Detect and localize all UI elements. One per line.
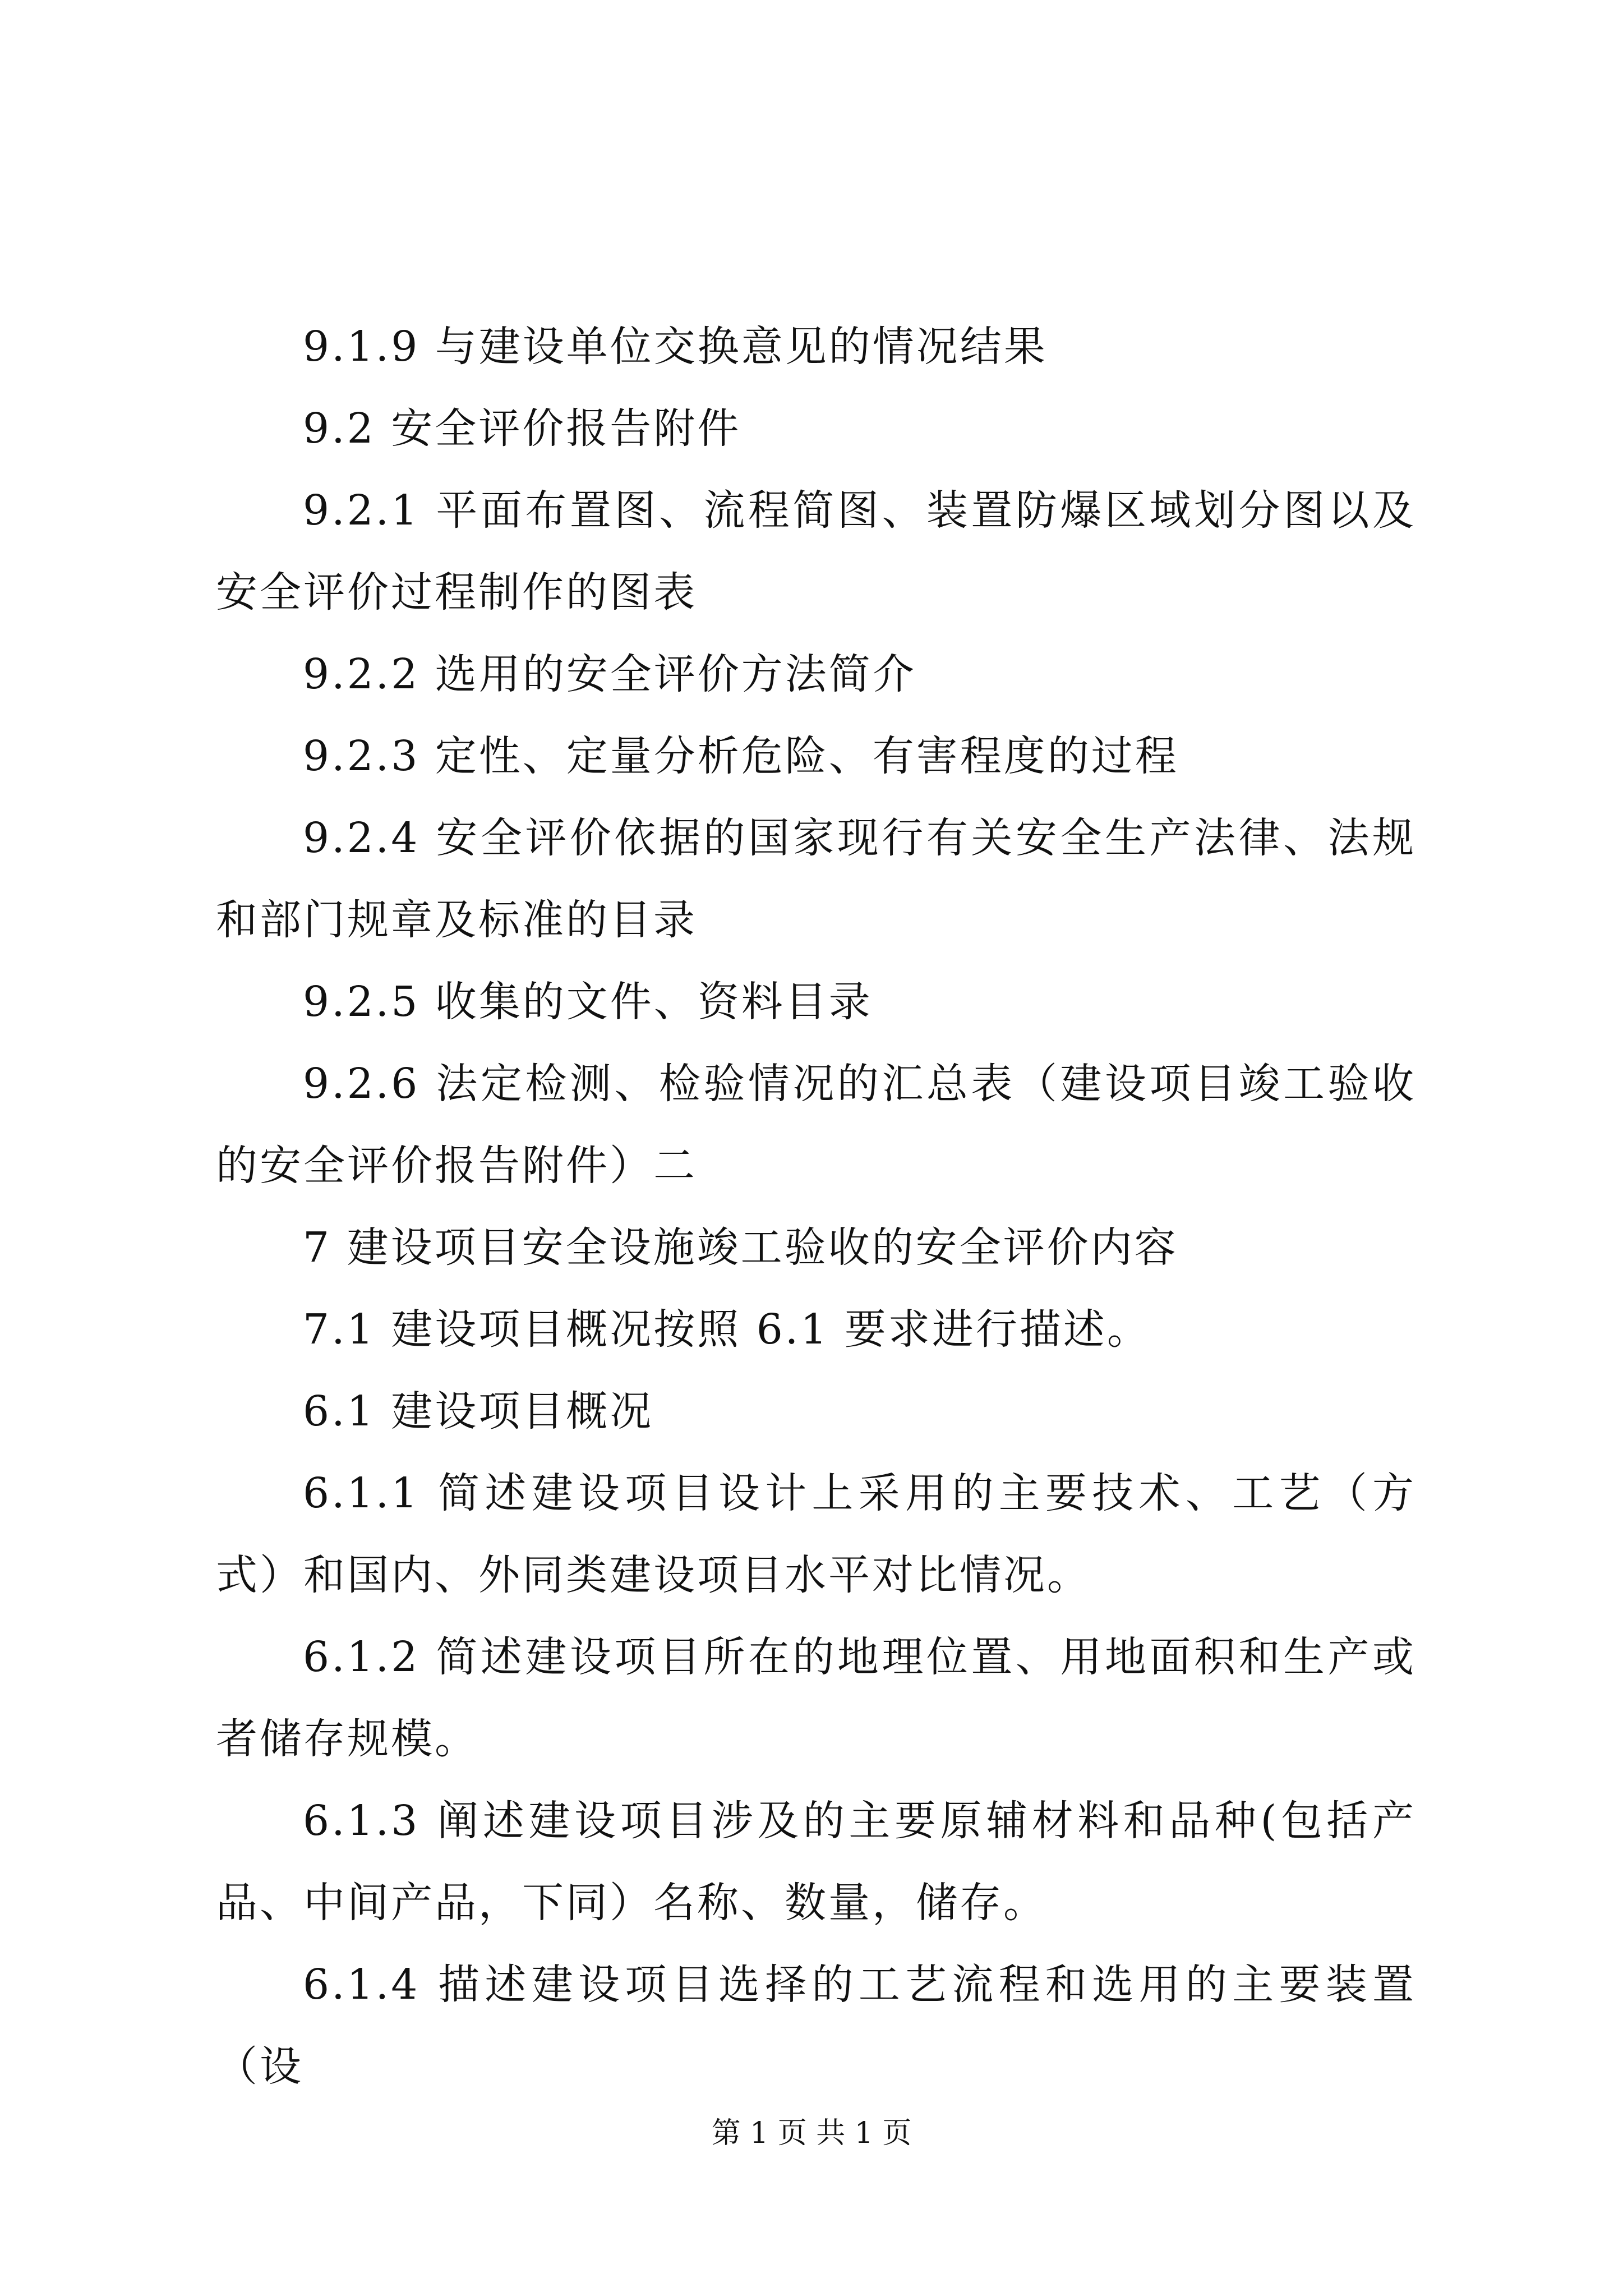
paragraph-6-1-2: 6.1.2 简述建设项目所在的地理位置、用地面积和生产或者储存规模。 bbox=[216, 1633, 1416, 1763]
paragraph-7: 7 建设项目安全设施竣工验收的安全评价内容 bbox=[303, 1223, 1178, 1272]
paragraph-9-2-2: 9.2.2 选用的安全评价方法简介 bbox=[303, 650, 916, 698]
paragraph-9-2-6: 9.2.6 法定检测、检验情况的汇总表（建设项目竣工验收的安全评价报告附件）二 bbox=[216, 1060, 1416, 1190]
paragraph-9-2-5: 9.2.5 收集的文件、资料目录 bbox=[303, 978, 873, 1026]
paragraph-9-2-1: 9.2.1 平面布置图、流程简图、装置防爆区域划分图以及安全评价过程制作的图表 bbox=[216, 486, 1416, 616]
paragraph-6-1-3: 6.1.3 阐述建设项目涉及的主要原辅材料和品种(包括产品、中间产品，下同）名称、数量，储存。 bbox=[216, 1797, 1416, 1927]
document-body bbox=[216, 306, 1416, 2108]
paragraph-6-1-4: 6.1.4 描述建设项目选择的工艺流程和选用的主要装置（设 bbox=[216, 1961, 1416, 2091]
paragraph-7-1: 7.1 建设项目概况按照 6.1 要求进行描述。 bbox=[303, 1305, 1151, 1354]
paragraph-6-1-1: 6.1.1 简述建设项目设计上采用的主要技术、工艺（方式）和国内、外同类建设项目水平对比情况。 bbox=[216, 1469, 1416, 1599]
paragraph-6-1: 6.1 建设项目概况 bbox=[303, 1387, 654, 1435]
page-footer: 第 1 页 共 1 页 bbox=[711, 2116, 912, 2150]
paragraph-9-2-4: 9.2.4 安全评价依据的国家现行有关安全生产法律、法规和部门规章及标准的目录 bbox=[216, 814, 1416, 944]
paragraph-9-2: 9.2 安全评价报告附件 bbox=[303, 404, 741, 453]
paragraph-9-1-9: 9.1.9 与建设单位交换意见的情况结果 bbox=[303, 323, 1048, 371]
paragraph-9-2-3: 9.2.3 定性、定量分析危险、有害程度的过程 bbox=[303, 732, 1179, 780]
